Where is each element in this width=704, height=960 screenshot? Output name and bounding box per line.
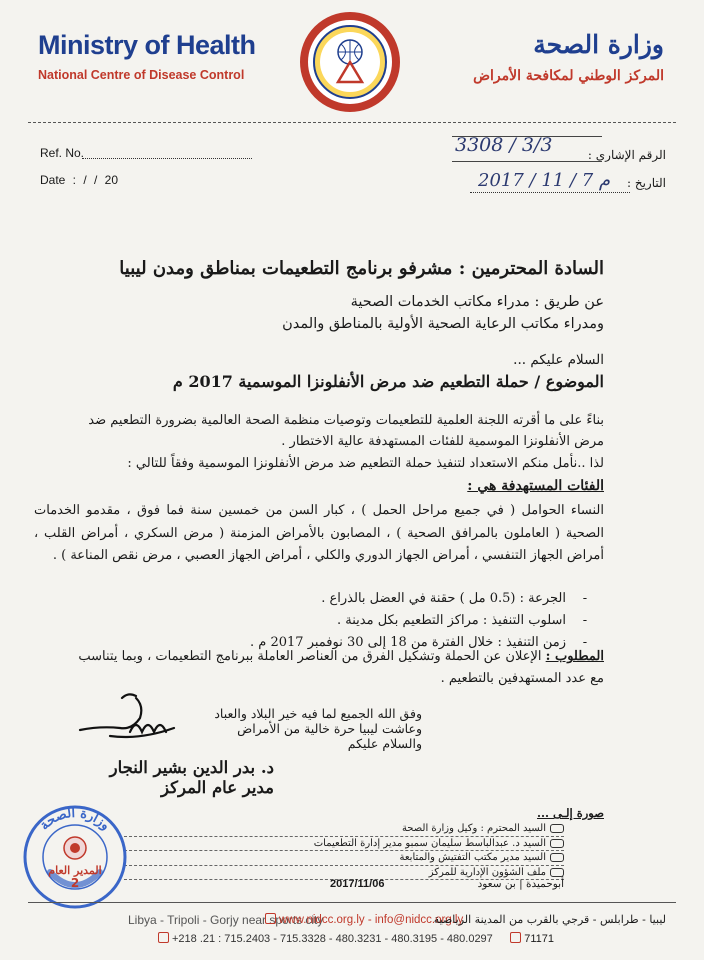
via-line-2: ومدراء مكاتب الرعاية الصحية الأولية بالمناطق والمدن xyxy=(282,316,604,332)
footer-divider xyxy=(28,902,676,903)
ref-label-ar: الرقم الإشاري : xyxy=(587,148,666,162)
intro-paragraph: بناءً على ما أقرته اللجنة العلمية للتطعيمات وتوصيات منظمة الصحة العالمية بضرورة التطعيم ضد مرض الأنفلونزا الموسمية للفئات المستهدفة عالية الاختطار . xyxy=(88,413,604,449)
phone-numbers: +218 .21 : 715.2403 - 715.3328 - 480.3231 - 480.3195 - 480.0297 xyxy=(155,932,493,945)
stamp-title: المدير العام xyxy=(48,864,102,877)
centre-subtitle-en: National Centre of Disease Control xyxy=(38,68,245,82)
ncdc-logo-icon xyxy=(300,12,400,112)
handwritten-signature-icon xyxy=(70,688,180,748)
subject-line: الموضوع / حملة التطعيم ضد مرض الأنفلونزا الموسمية 2017 م xyxy=(172,372,604,391)
signatory-position: مدير عام المركز xyxy=(161,778,274,797)
address-en: Libya - Tripoli - Gorjy near sports city xyxy=(128,913,324,927)
po-box: 71171 xyxy=(507,932,554,945)
required-label: المطلوب : xyxy=(545,649,604,664)
date-label-ar: التاريخ : xyxy=(626,176,666,190)
mailbox-icon xyxy=(510,932,521,943)
document-date-stamp: 2017/11/06 xyxy=(330,878,385,890)
closing-line-1: وفق الله الجميع لما فيه خير البلاد والعباد xyxy=(214,706,422,721)
date-line xyxy=(470,192,630,193)
request-paragraph: لذا ..نأمل منكم الاستعداد لتنفيذ حملة التطعيم ضد مرض الأنفلونزا الموسمية وفقاً للتالي : xyxy=(127,456,604,471)
ministry-title-en: Ministry of Health xyxy=(38,30,256,60)
list-item: - اسلوب التنفيذ : مراكز التطعيم بكل مدينة . xyxy=(44,610,604,632)
ref-number-value: 3308 / 3/3 xyxy=(455,134,553,156)
phone-icon xyxy=(158,932,169,943)
website-email: www.nidcc.org.ly - info@nidcc.org.ly xyxy=(262,913,463,926)
ref-line xyxy=(82,158,252,159)
date-label: Date : / / 20 xyxy=(40,173,119,187)
signatory-block xyxy=(110,758,274,798)
closing-line-2: وعاشت ليبيا حرة خالية من الأمراض xyxy=(237,721,422,736)
official-stamp-icon xyxy=(20,802,130,912)
list-item: - الجرعة : (0.5 مل ) حقنة في العضل بالذراع . xyxy=(44,588,604,610)
bullet-icon xyxy=(550,853,564,862)
ref-label: Ref. No. xyxy=(40,146,85,160)
via-line-1: عن طريق : مدراء مكاتب الخدمات الصحية xyxy=(350,294,604,310)
required-paragraph xyxy=(64,646,604,690)
stamp-top-text: وزارة الصحة xyxy=(37,805,113,834)
header-divider xyxy=(28,122,676,123)
list-item: السيد د. عبدالباسط سليمان سمبو مدير إدارة التطعيمات xyxy=(124,837,564,852)
svg-text:وزارة الصحة xyxy=(37,806,113,833)
list-item: ملف الشؤون الإدارية للمركز xyxy=(124,866,564,881)
closing-block xyxy=(214,706,422,751)
copies-title: صورة إلـى ... xyxy=(537,806,604,820)
document-initials: أبوحميدة | بن سعود xyxy=(477,878,564,890)
closing-line-3: والسلام عليكم xyxy=(347,736,422,751)
bullet-icon xyxy=(550,839,564,848)
ministry-title-ar: وزارة الصحة xyxy=(533,30,664,59)
centre-subtitle-ar: المركز الوطني لمكافحة الأمراض xyxy=(473,68,664,84)
campaign-details-list xyxy=(44,588,604,654)
web-icon xyxy=(265,913,276,924)
target-groups-title: الفئات المستهدفة هي : xyxy=(467,478,604,494)
list-item: - زمن التنفيذ : خلال الفترة من 18 إلى 30 نوفمبر 2017 م . xyxy=(44,632,604,654)
date-value: 2017 / 11 / 7 م xyxy=(478,170,611,191)
signatory-name: د. بدر الدين بشير النجار xyxy=(109,758,274,777)
target-groups-text: النساء الحوامل ( في جميع مراحل الحمل ) ، كبار السن من خمسين سنة فما فوق ، مقدمو الخدمات الصحية ( العاملون بالمرافق الصحية ) ، المصابون بالأمراض المزمنة ( مرض السكري ، أمراض القلب ، أمراض الجهاز التنفسي ، أمراض الجهاز الدوري والكلي ، أمراض الجهاز العصبي ، مرض نقص المناعة ) . xyxy=(34,503,604,563)
address-ar: ليبيا - طرابلس - قرجي بالقرب من المدينة الرياضية xyxy=(433,913,666,926)
required-text: الإعلان عن الحملة وتشكيل الفرق من العناصر العاملة ببرنامج التطعيمات ، وبما يتناسب مع عدد المستهدفين بالتطعيم . xyxy=(78,649,604,686)
bullet-icon xyxy=(550,868,564,877)
list-item: السيد مدير مكتب التفتيش والمتابعة xyxy=(124,851,564,866)
stamp-number: 2 xyxy=(70,876,80,890)
list-item: السيد المحترم : وكيل وزارة الصحة xyxy=(124,822,564,837)
bullet-icon xyxy=(550,824,564,833)
greeting: السلام عليكم ... xyxy=(513,352,604,368)
addressee: السادة المحترمين : مشرفو برنامج التطعيمات بمناطق ومدن ليبيا xyxy=(119,258,604,279)
copies-list xyxy=(124,822,564,880)
